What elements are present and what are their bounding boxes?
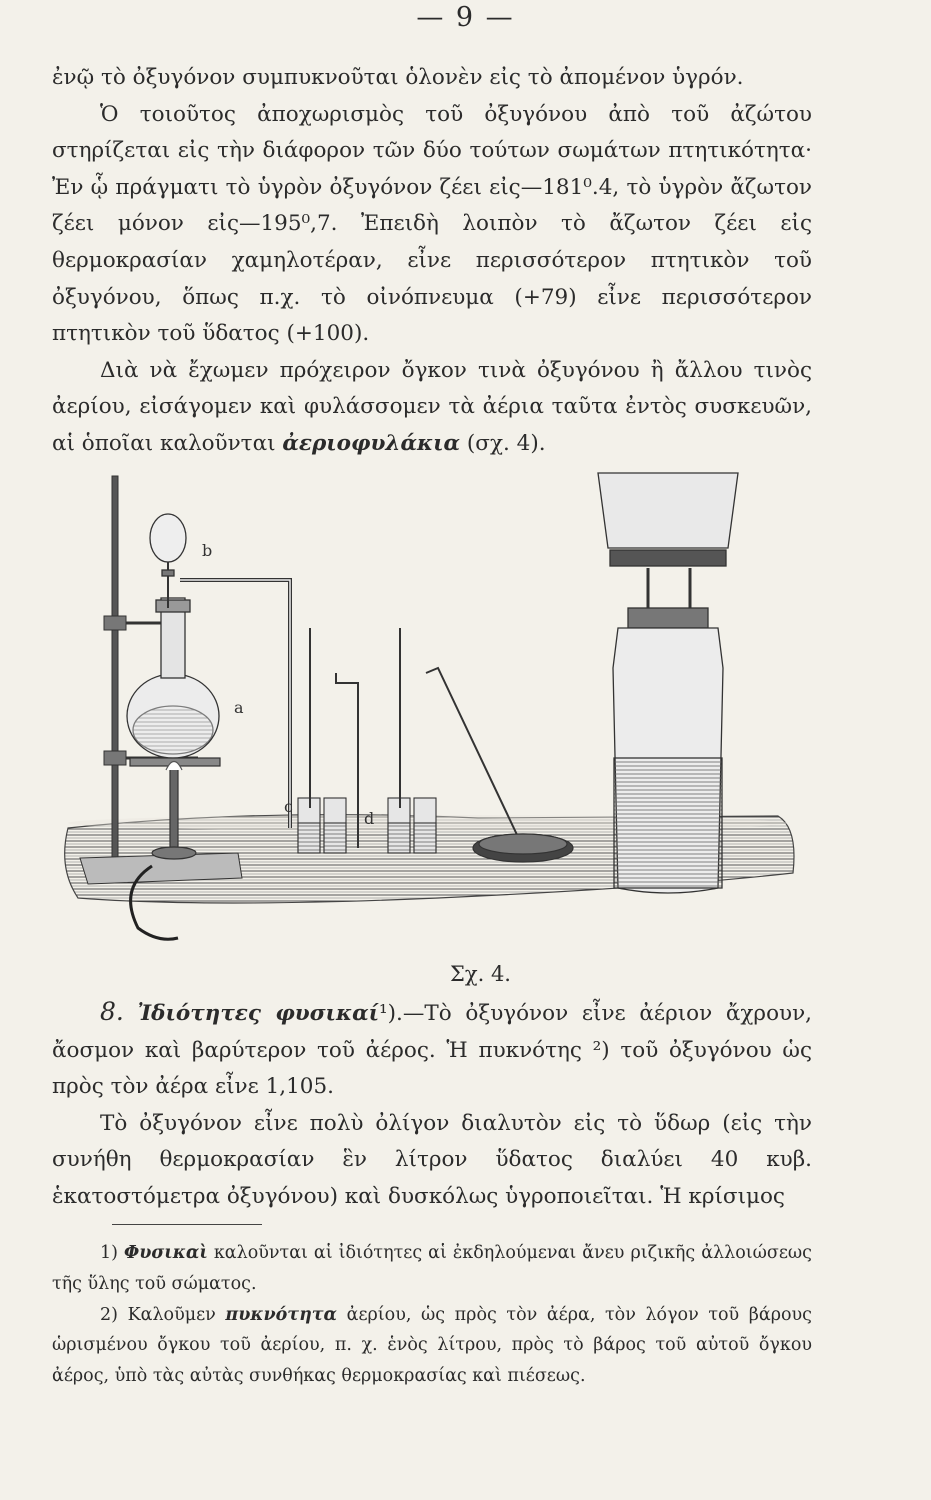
footnote-ref-1: ¹)	[379, 1001, 397, 1026]
gasholder	[598, 473, 738, 893]
section-8-paragraph-1: 8. Ἰδιότητες φυσικαί¹).—Τὸ ὀξυγόνον εἶνε ἀέριον ἄχρουν, ἄοσμον καὶ βαρύτερον τοῦ ἀέρος. Ἡ πυκνότης ²) τοῦ ὀξυγόνου ὡς πρὸς τὸν ἀέρα εἶνε 1,105.	[52, 997, 812, 1100]
section-title: Ἰδιότητες φυσικαί	[137, 1001, 380, 1026]
paragraph-1: ἐνῷ τὸ ὀξυγόνον συμπυκνοῦται ὁλονὲν εἰς τὸ ἀπομένον ὑγρόν.	[52, 65, 744, 90]
section-number: 8.	[100, 997, 124, 1026]
label-b: b	[202, 541, 213, 560]
label-d: d	[364, 809, 375, 828]
figure-caption: Σχ. 4.	[450, 962, 511, 986]
footnote-2: 2) Καλοῦμεν πυκνότητα ἀερίου, ὡς πρὸς τὸν ἀέρα, τὸν λόγον τοῦ βάρους ὡρισμένου ὄγκου τοῦ ἀερίου, π. χ. ἑνὸς λίτρου, πρὸς τὸ βάρος τοῦ αὐτοῦ ὄγκου ἀέρος, ὑπὸ τὰς αὐτὰς συνθήκας θερμοκρασίας καὶ πιέσεως.	[52, 1304, 812, 1387]
label-a: a	[234, 698, 244, 717]
section-8-paragraph-2: Τὸ ὀξυγόνον εἶνε πολὺ ὀλίγον διαλυτὸν εἰς τὸ ὕδωρ (εἰς τὴν συνήθη θερμοκρασίαν ἓν λίτρον ὕδατος διαλύει 40 κυβ. ἑκατοστόμετρα ὀξυγόνου) καὶ δυσκόλως ὑγροποιεῖται. Ἡ κρίσιμος	[52, 1110, 812, 1209]
paragraph-2: Ὁ τοιοῦτος ἀποχωρισμὸς τοῦ ὀξυγόνου ἀπὸ τοῦ ἀζώτου στηρίζεται εἰς τὴν διάφορον τῶν δύο τούτων σωμάτων πτητικότητα· Ἐν ᾧ πράγματι τὸ ὑγρὸν ὀξυγόνον ζέει εἰς—181⁰.4, τὸ ὑγρὸν ἄζωτον ζέει μόνον εἰς—195⁰,7. Ἐπειδὴ λοιπὸν τὸ ἄζωτον ζέει εἰς θερμοκρασίαν χαμηλοτέραν, εἶνε περισσότερον πτητικὸν τοῦ ὀξυγόνου, ὅπως π.χ. τὸ οἰνόπνευμα (+79) εἶνε περισσότερον πτητικὸν τοῦ ὕδατος (+100).	[52, 101, 812, 347]
label-c: c	[284, 797, 293, 816]
section-8-text	[52, 994, 812, 1216]
figure-gasholder-apparatus	[58, 468, 818, 943]
footnotes	[52, 1238, 812, 1392]
page-number: — 9 —	[416, 2, 515, 33]
paragraph-3: Διὰ νὰ ἔχωμεν πρόχειρον ὄγκον τινὰ ὀξυγόνου ἢ ἄλλου τινὸς ἀερίου, εἰσάγομεν καὶ φυλάσσομεν τὰ ἀέρια ταῦτα ἐντὸς συσκευῶν, αἱ ὁποῖαι καλοῦνται ἀεριοφυλάκια (σχ. 4).	[52, 357, 812, 456]
intro-text	[52, 60, 812, 463]
pneumatic-trough	[473, 834, 573, 862]
footnote-divider	[112, 1224, 262, 1225]
term-gasholders: ἀεριοφυλάκια	[282, 430, 461, 456]
footnote-1: 1) Φυσικαὶ καλοῦνται αἱ ἰδιότητες αἱ ἐκδηλούμεναι ἄνευ ριζικῆς ἀλλοιώσεως τῆς ὕλης τοῦ σώματος.	[52, 1243, 812, 1294]
flask	[127, 514, 290, 828]
